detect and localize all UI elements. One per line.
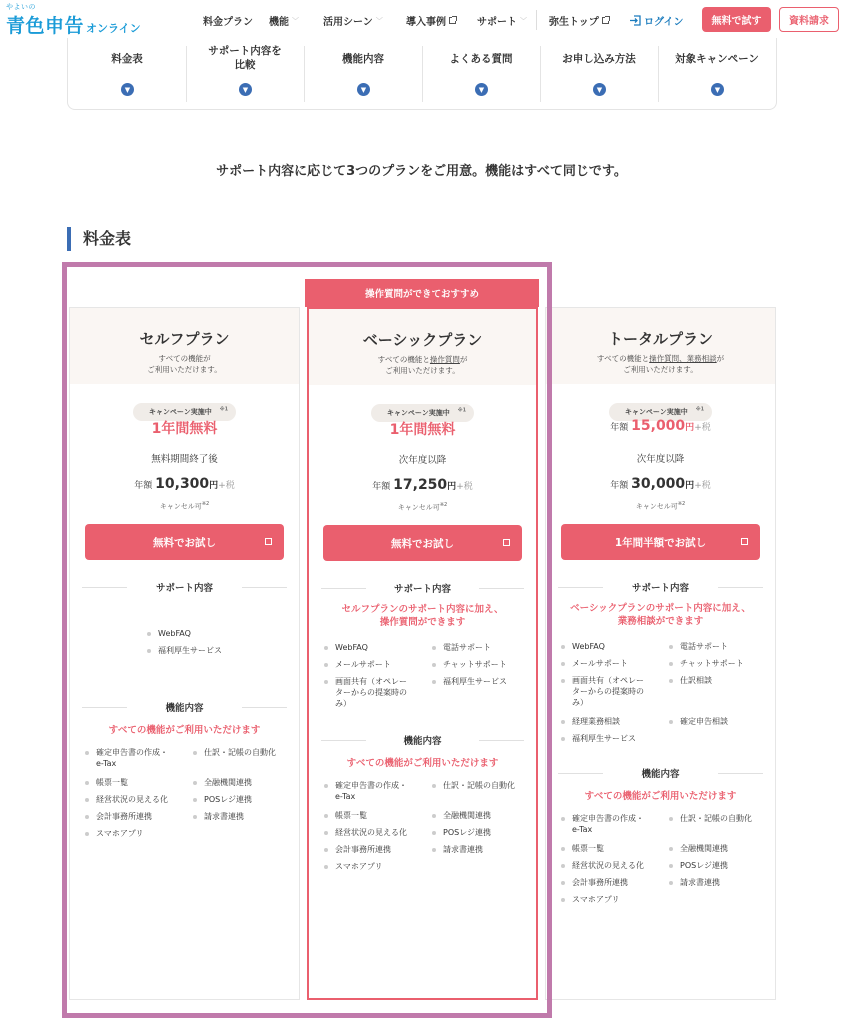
cancel-note [546, 501, 775, 511]
cancel-label: キャンセル可 [635, 502, 678, 511]
desc-text: が ご利用いただけます。 [623, 354, 725, 374]
anchor-faq[interactable] [422, 38, 540, 108]
footnote-mark: ※1 [219, 406, 229, 413]
price-unit: 円 [685, 481, 695, 491]
price-value: 15,000 [631, 418, 686, 434]
list-item: 仕訳・記帳の自動化 [432, 780, 532, 791]
offer-text: 1年間無料 [389, 422, 456, 438]
anchor-support-compare[interactable] [186, 38, 304, 108]
cta-label: 無料でお試し [391, 537, 454, 550]
nav-case-studies[interactable] [406, 13, 456, 28]
chevron-down-icon: ﹀ [375, 16, 383, 25]
chevron-down-icon: ▼ [239, 83, 252, 96]
plan-card-basic [307, 307, 538, 1000]
price-prefix: 年額 [372, 482, 391, 492]
list-item: POSレジ連携 [432, 827, 532, 838]
price-value: 30,000 [631, 476, 686, 492]
after-period-label: 無料期間終了後 [151, 454, 218, 465]
features-heading: 機能内容 [321, 733, 524, 747]
tax-label: +税 [694, 481, 711, 491]
price-unit: 円 [209, 481, 219, 491]
chevron-down-icon: ▼ [357, 83, 370, 96]
support-note: セルフプランのサポート内容に加え、 操作質問ができます [341, 604, 504, 628]
nav-features[interactable] [269, 13, 299, 28]
plan-name: セルフプラン [139, 330, 230, 348]
footnote-mark: ※1 [695, 406, 705, 413]
external-link-icon [503, 539, 510, 546]
header-document-request-button[interactable]: 資料請求 [779, 7, 839, 32]
price-value: 17,250 [393, 477, 448, 493]
list-item: 帳票一覧 [324, 810, 424, 821]
list-item: 福利厚生サービス [561, 733, 661, 744]
logo-sub-text: オンライン [86, 22, 141, 35]
list-item: WebFAQ [147, 628, 247, 639]
list-item: 経営状況の見える化 [85, 794, 185, 805]
offer-text: 1年間無料 [151, 421, 218, 437]
list-item: 確定申告書の作成・ e-Tax [324, 780, 424, 802]
list-item: POSレジ連携 [669, 860, 769, 871]
anchor-label: よくある質問 [449, 53, 513, 65]
features-note: すべての機能がご利用いただけます [346, 758, 499, 769]
nav-pricing[interactable] [203, 13, 253, 28]
trial-button[interactable] [85, 524, 284, 560]
cta-label: 無料でお試し [153, 536, 216, 549]
anchor-label: 対象キャンペーン [675, 53, 759, 65]
list-item: 帳票一覧 [85, 777, 185, 788]
support-heading: サポート内容 [82, 580, 287, 594]
anchor-campaign[interactable] [658, 38, 776, 108]
plan-header [546, 308, 775, 384]
price-unit: 円 [447, 482, 457, 492]
chevron-down-icon: ▼ [593, 83, 606, 96]
plan-description [546, 353, 775, 375]
list-item: POSレジ連携 [193, 794, 293, 805]
nav-divider [536, 10, 537, 30]
list-item: 確定申告書の作成・ e-Tax [561, 813, 661, 835]
features-note: すべての機能がご利用いただけます [584, 791, 737, 802]
list-item: 全融機関連携 [669, 843, 769, 854]
anchor-label: サポート内容を 比較 [208, 45, 282, 71]
list-item: 会計事務所連携 [85, 811, 185, 822]
external-link-icon [602, 17, 609, 24]
external-link-icon [265, 538, 272, 545]
list-item: 請求書連携 [432, 844, 532, 855]
list-item: 画面共有（オペレー ターからの提案時の み） [324, 676, 424, 709]
plan-header [70, 308, 299, 384]
features-note: すべての機能がご利用いただけます [108, 725, 261, 736]
recommend-ribbon: 操作質問ができておすすめ [305, 279, 539, 307]
list-item: スマホアプリ [324, 861, 424, 872]
price-prefix: 年額 [610, 423, 629, 433]
anchor-label: お申し込み方法 [562, 53, 636, 65]
section-title: 料金表 [67, 227, 131, 251]
logo-main-text: 青色申告 [6, 15, 85, 37]
cancel-label: キャンセル可 [159, 502, 202, 511]
price-prefix: 年額 [134, 481, 153, 491]
desc-text: が ご利用いただけます。 [385, 355, 468, 375]
list-item: 請求書連携 [193, 811, 293, 822]
chevron-down-icon: ▼ [711, 83, 724, 96]
footnote-mark: ※2 [677, 501, 686, 507]
chevron-down-icon: ﹀ [520, 16, 527, 25]
footnote-mark: ※2 [201, 501, 210, 507]
anchor-nav [67, 38, 777, 110]
plan-header [309, 309, 536, 385]
nav-label: 活用シーン [323, 17, 373, 28]
list-item: 経理業務相談 [561, 716, 661, 727]
tax-label: +税 [218, 481, 235, 491]
trial-button[interactable] [561, 524, 760, 560]
support-heading: サポート内容 [321, 581, 524, 595]
lead-text: サポート内容に応じて3つのプランをご用意。機能はすべて同じです。 [216, 164, 627, 179]
plan-card-total [545, 307, 776, 1000]
price-value: 10,300 [155, 476, 210, 492]
nav-label: 料金プラン [203, 17, 253, 28]
footnote-mark: ※2 [439, 502, 448, 508]
tax-label: +税 [456, 482, 473, 492]
list-item: チャットサポート [432, 659, 532, 670]
annual-price [309, 477, 536, 493]
price-prefix: 年額 [610, 481, 629, 491]
tax-label: +税 [694, 423, 711, 433]
login-link[interactable] [629, 13, 684, 28]
list-item: 全融機関連携 [432, 810, 532, 821]
external-link-icon [741, 538, 748, 545]
chevron-down-icon: ﹀ [292, 16, 299, 25]
list-item: スマホアプリ [561, 894, 661, 905]
plan-description [309, 354, 536, 376]
list-item: 会計事務所連携 [324, 844, 424, 855]
desc-link[interactable]: 操作質問、業務相談 [649, 354, 717, 363]
nav-support[interactable] [477, 13, 527, 28]
list-item: メールサポート [561, 658, 661, 669]
login-label: ログイン [644, 17, 684, 28]
nav-label: 機能 [269, 17, 289, 28]
list-item: メールサポート [324, 659, 424, 670]
campaign-label: キャンペーン実施中 [617, 405, 696, 419]
cancel-label: キャンセル可 [397, 503, 440, 512]
nav-yayoi-top[interactable] [549, 13, 609, 28]
desc-link[interactable]: 操作質問 [429, 355, 460, 364]
nav-label: サポート [477, 17, 517, 28]
list-item: 会計事務所連携 [561, 877, 661, 888]
first-year-price [546, 418, 775, 434]
features-heading: 機能内容 [82, 700, 287, 714]
external-link-icon [449, 17, 456, 24]
annual-price [70, 476, 299, 492]
anchor-label: 機能内容 [342, 53, 384, 65]
list-item: 全融機関連携 [193, 777, 293, 788]
features-heading: 機能内容 [558, 766, 763, 780]
list-item: 電話サポート [432, 642, 532, 653]
after-period-label: 次年度以降 [636, 454, 685, 465]
list-item: WebFAQ [324, 642, 424, 653]
chevron-down-icon: ▼ [475, 83, 488, 96]
site-header [0, 0, 843, 40]
plan-name: トータルプラン [607, 330, 713, 348]
logo[interactable] [6, 3, 141, 38]
support-note: ベーシックプランのサポート内容に加え、 業務相談ができます [570, 603, 751, 627]
list-item: チャットサポート [669, 658, 769, 669]
header-trial-button[interactable]: 無料で試す [702, 7, 771, 32]
list-item: 電話サポート [669, 641, 769, 652]
anchor-features[interactable] [304, 38, 422, 108]
login-icon [629, 15, 641, 26]
plan-description: すべての機能が ご利用いただけます。 [147, 354, 222, 374]
cancel-note [309, 502, 536, 512]
anchor-pricing[interactable] [68, 38, 186, 108]
plan-name: ベーシックプラン [362, 331, 483, 349]
list-item: 仕訳相談 [669, 675, 769, 686]
trial-button[interactable] [323, 525, 522, 561]
logo-small-text: やよいの [6, 3, 36, 11]
anchor-label: 料金表 [111, 53, 143, 65]
annual-price [546, 476, 775, 492]
nav-label: 弥生トップ [549, 17, 599, 28]
desc-text: すべての機能と [377, 355, 430, 364]
support-heading: サポート内容 [558, 580, 763, 594]
list-item: 福利厚生サービス [147, 645, 277, 656]
list-item: スマホアプリ [85, 828, 185, 839]
list-item: 確定申告書の作成・ e-Tax [85, 747, 185, 769]
cancel-note [70, 501, 299, 511]
list-item: 福利厚生サービス [432, 676, 532, 687]
nav-label: 導入事例 [406, 17, 446, 28]
desc-text: すべての機能と [596, 354, 650, 363]
list-item: 仕訳・記帳の自動化 [669, 813, 769, 824]
list-item: 確定申告相談 [669, 716, 769, 727]
cta-label: 1年間半額でお試し [614, 536, 707, 549]
campaign-label: キャンペーン実施中 [141, 405, 220, 419]
list-item: 経営状況の見える化 [561, 860, 661, 871]
list-item: 請求書連携 [669, 877, 769, 888]
list-item: WebFAQ [561, 641, 661, 652]
list-item: 仕訳・記帳の自動化 [193, 747, 293, 758]
chevron-down-icon: ▼ [121, 83, 134, 96]
anchor-how-to-apply[interactable] [540, 38, 658, 108]
nav-use-cases[interactable] [323, 13, 383, 28]
list-item: 経営状況の見える化 [324, 827, 424, 838]
footnote-mark: ※1 [457, 407, 467, 414]
list-item: 画面共有（オペレー ターからの提案時の み） [561, 675, 661, 708]
plan-card-self [69, 307, 300, 1000]
price-unit: 円 [685, 423, 695, 433]
list-item: 帳票一覧 [561, 843, 661, 854]
campaign-label: キャンペーン実施中 [379, 406, 458, 420]
after-period-label: 次年度以降 [398, 455, 447, 466]
